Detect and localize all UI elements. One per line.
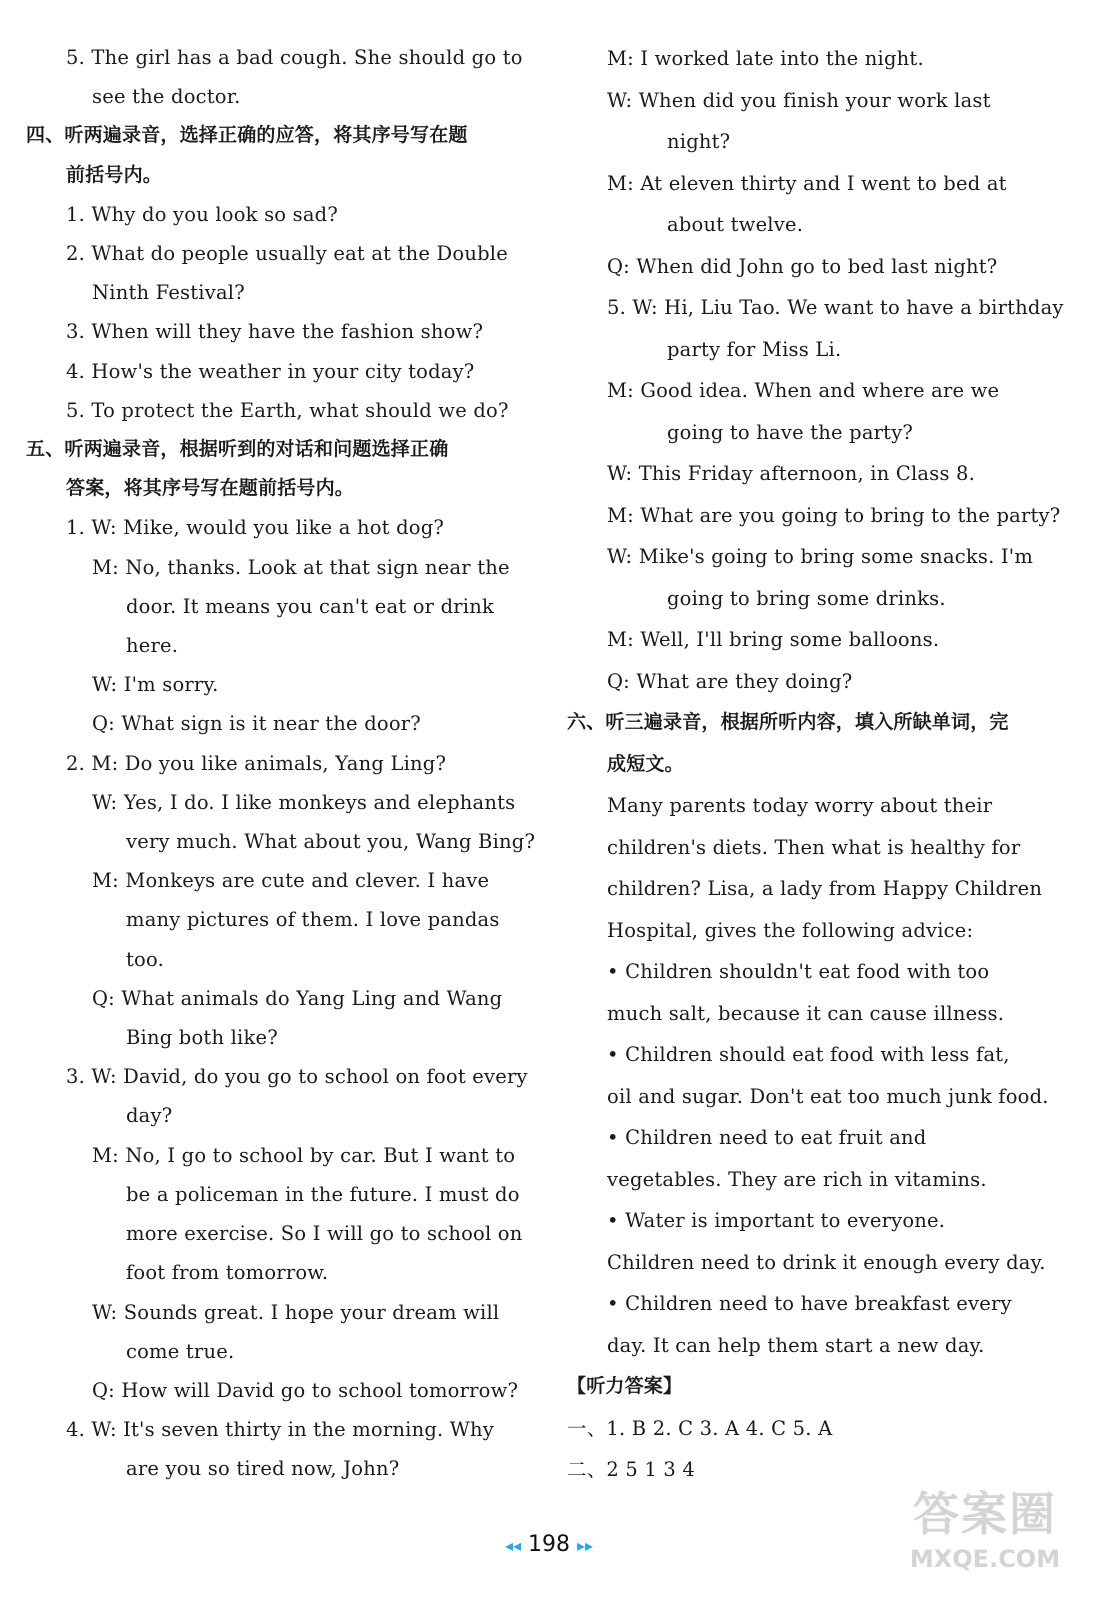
section-heading: 四、听两遍录音，选择正确的应答，将其序号写在题 <box>26 124 468 147</box>
text-line: • Children shouldn't eat food with too <box>607 960 990 983</box>
section-heading: 六、听三遍录音，根据所听内容，填入所缺单词，完 <box>567 711 1009 733</box>
section-heading: 答案，将其序号写在题前括号内。 <box>66 477 355 500</box>
text-line: W: Yes, I do. I like monkeys and elephants <box>92 790 516 814</box>
text-line: Many parents today worry about their <box>607 794 993 817</box>
text-line: 1. W: Mike, would you like a hot dog? <box>66 516 445 540</box>
text-line: 5. To protect the Earth, what should we do? <box>66 398 509 422</box>
text-line: children? Lisa, a lady from Happy Children <box>607 877 1043 900</box>
text-line: door. It means you can't eat or drink <box>126 594 494 618</box>
text-line: M: I worked late into the night. <box>607 47 924 70</box>
section-heading: 成短文。 <box>607 752 684 775</box>
text-line: W: This Friday afternoon, in Class 8. <box>607 462 976 485</box>
text-line: come true. <box>126 1339 235 1363</box>
text-line: W: Sounds great. I hope your dream will <box>92 1300 500 1324</box>
text-line: 5. W: Hi, Liu Tao. We want to have a birthday <box>607 296 1064 319</box>
text-line: Bing both like? <box>126 1026 278 1050</box>
text-line: • Children need to have breakfast every <box>607 1292 1012 1315</box>
text-line: more exercise. So I will go to school on <box>126 1222 523 1246</box>
text-line: day? <box>126 1104 173 1128</box>
text-line: 2. M: Do you like animals, Yang Ling? <box>66 751 447 775</box>
text-line: • Children should eat food with less fat, <box>607 1043 1010 1066</box>
text-line: 4. W: It's seven thirty in the morning. Why <box>66 1418 495 1442</box>
text-line: vegetables. They are rich in vitamins. <box>607 1167 987 1191</box>
text-line: very much. What about you, Wang Bing? <box>126 830 536 854</box>
text-line: are you so tired now, John? <box>126 1457 400 1481</box>
text-line: foot from tomorrow. <box>126 1261 329 1285</box>
text-line: • Children need to eat fruit and <box>607 1126 927 1149</box>
text-line: 4. How's the weather in your city today? <box>66 359 475 383</box>
text-line: Q: How will David go to school tomorrow? <box>92 1378 519 1402</box>
text-line: be a policeman in the future. I must do <box>126 1182 520 1206</box>
text-line: 2. What do people usually eat at the Double <box>66 242 508 266</box>
text-line: Hospital, gives the following advice: <box>607 918 974 942</box>
text-line: many pictures of them. I love pandas <box>126 908 500 932</box>
text-line: too. <box>126 947 164 971</box>
text-line: 一、1. B 2. C 3. A 4. C 5. A <box>567 1416 833 1440</box>
text-line: going to have the party? <box>667 420 914 444</box>
section-heading: 【听力答案】 <box>567 1375 683 1397</box>
text-line: 二、2 5 1 3 4 <box>567 1458 696 1481</box>
text-line: 5. The girl has a bad cough. She should go to <box>66 46 523 69</box>
watermark-logo <box>890 1484 1080 1594</box>
text-line: about twelve. <box>667 213 804 236</box>
text-line: much salt, because it can cause illness. <box>607 1001 1005 1025</box>
watermark-url: MXQE.COM <box>909 1545 1061 1573</box>
right-column <box>567 38 1075 1491</box>
text-line: day. It can help them start a new day. <box>607 1333 985 1357</box>
text-line: Q: What are they doing? <box>607 669 853 693</box>
text-line: M: No, I go to school by car. But I want to <box>92 1143 516 1167</box>
text-line: M: At eleven thirty and I went to bed at <box>607 171 1007 195</box>
page-number: 198 <box>528 1532 570 1557</box>
text-line: • Water is important to everyone. <box>607 1209 946 1232</box>
text-line: M: Good idea. When and where are we <box>607 379 1000 402</box>
text-line: party for Miss Li. <box>667 337 842 361</box>
text-line: see the doctor. <box>92 85 241 109</box>
text-line: M: Monkeys are cute and clever. I have <box>92 869 490 893</box>
text-line: Ninth Festival? <box>92 281 245 305</box>
text-line: M: No, thanks. Look at that sign near the <box>92 555 510 579</box>
text-line: M: Well, I'll bring some balloons. <box>607 628 940 651</box>
text-line: W: Mike's going to bring some snacks. I'm <box>607 545 1034 568</box>
left-column <box>26 38 536 1489</box>
text-line: here. <box>126 634 179 658</box>
text-line: Q: What animals do Yang Ling and Wang <box>92 986 503 1010</box>
text-line: 3. When will they have the fashion show? <box>66 320 484 344</box>
section-heading: 五、听两遍录音，根据听到的对话和问题选择正确 <box>26 438 449 461</box>
text-line: oil and sugar. Don't eat too much junk food. <box>607 1084 1049 1108</box>
text-line: 1. Why do you look so sad? <box>66 202 339 226</box>
section-heading: 前括号内。 <box>66 163 163 186</box>
text-line: children's diets. Then what is healthy for <box>607 835 1021 859</box>
text-line: night? <box>667 130 731 153</box>
text-line: Q: What sign is it near the door? <box>92 712 421 736</box>
text-line: W: I'm sorry. <box>92 673 219 697</box>
text-line: W: When did you finish your work last <box>607 88 991 112</box>
text-line: Q: When did John go to bed last night? <box>607 254 998 278</box>
text-line: M: What are you going to bring to the party? <box>607 503 1061 527</box>
text-line: 3. W: David, do you go to school on foot every <box>66 1065 528 1089</box>
text-line: Children need to drink it enough every day. <box>607 1250 1046 1274</box>
prev-arrows-icon: ◂◂ <box>504 1536 521 1555</box>
watermark-title: 答案圈 <box>913 1487 1057 1541</box>
text-line: going to bring some drinks. <box>667 586 946 610</box>
next-arrows-icon: ▸▸ <box>577 1536 594 1555</box>
